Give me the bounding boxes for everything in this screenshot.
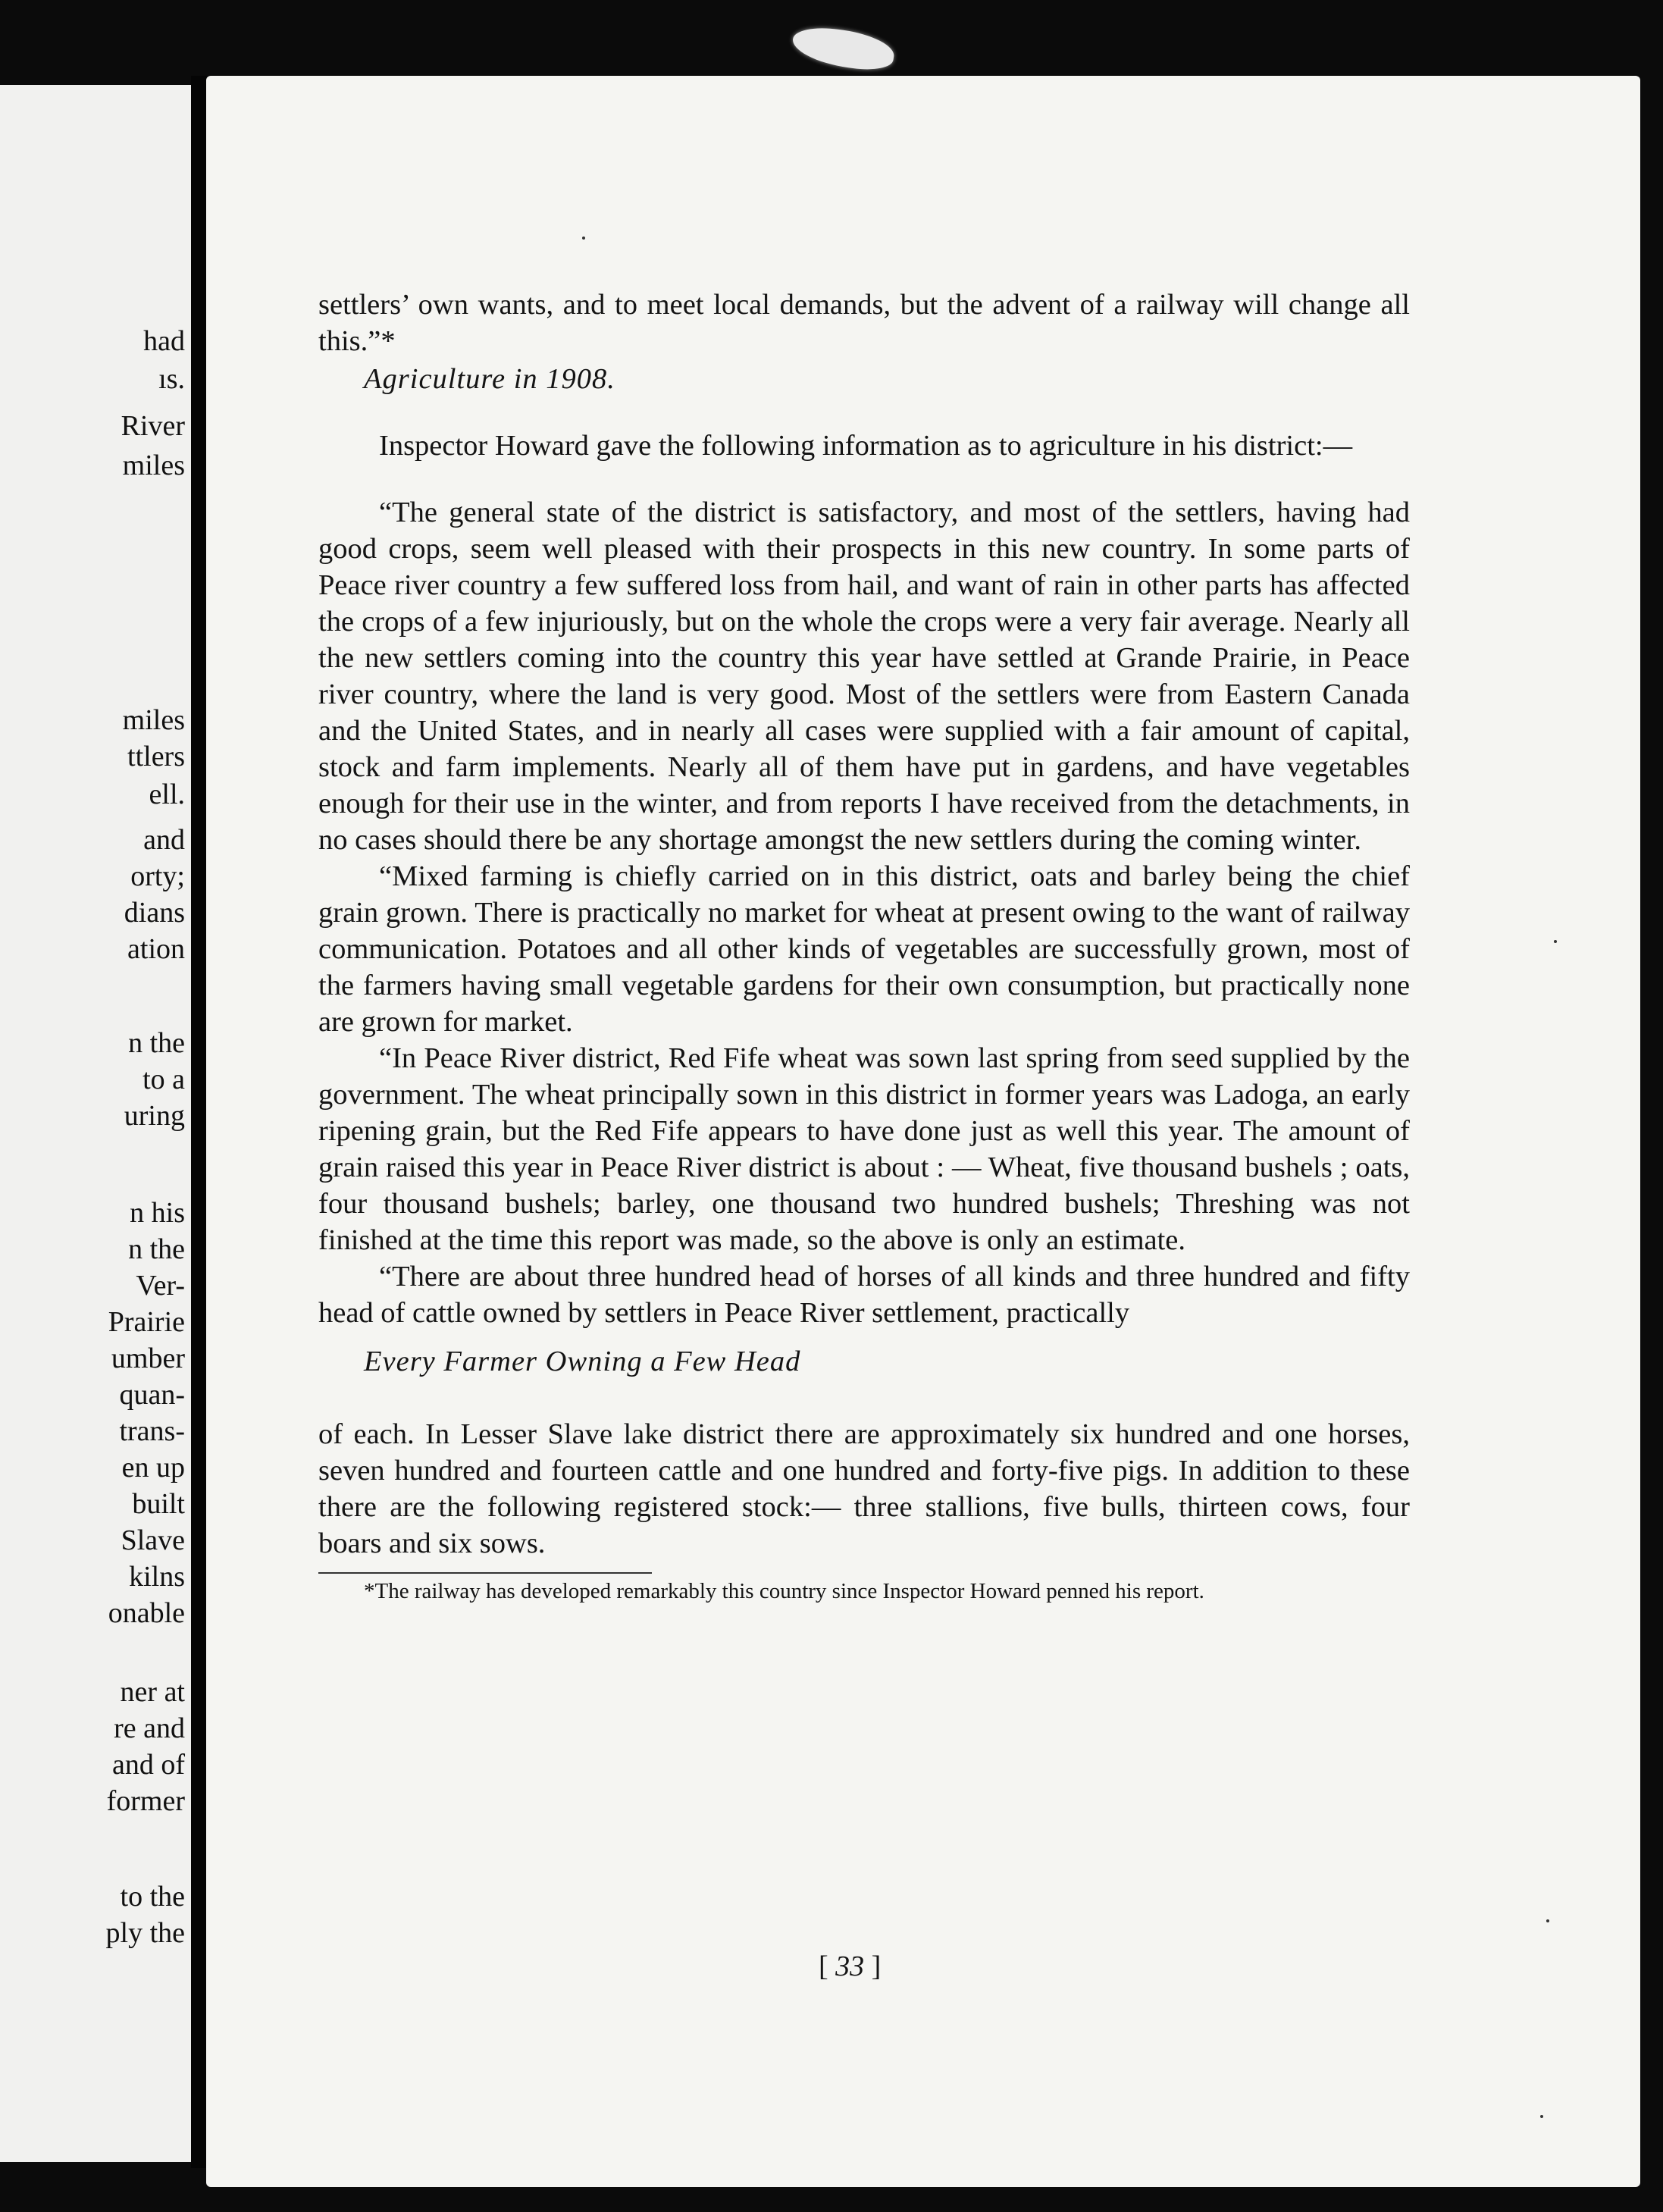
quote-paragraph: “Mixed farming is chiefly carried on in this district, oats and barley being the chief grain grown. There is practically no market for wheat at present owing to the want of railway communication. Potatoes and all other kinds of vegetables are successfully grown, most of the farmers having small vegetable gardens for their own consumption, but practically none are grown for market.	[318, 860, 1410, 1038]
left-page-line: kilns	[129, 1561, 185, 1593]
left-page-line: Slave	[121, 1524, 185, 1556]
left-page-line: n the	[128, 1027, 185, 1059]
opening-paragraph: settlers’ own wants, and to meet local demands, but the advent of a railway will change all this.”*	[318, 289, 1410, 357]
footnote-text: *The railway has developed remarkably this country since Inspector Howard penned his report.	[364, 1579, 1204, 1603]
left-page-line: former	[106, 1785, 185, 1817]
left-page-line: ttlers	[127, 741, 185, 772]
left-page-line: miles	[122, 450, 185, 481]
left-page-line: n the	[128, 1233, 185, 1265]
scan-speck	[582, 237, 585, 240]
left-page-line: n his	[130, 1197, 185, 1229]
left-page-line: orty;	[130, 860, 185, 892]
page-number-bracket-open: [	[819, 1950, 828, 1982]
scan-speck	[1546, 1919, 1549, 1922]
page-number-value: 33	[835, 1950, 865, 1982]
left-page-line: ner at	[120, 1676, 185, 1708]
left-page-line: ply the	[105, 1917, 185, 1949]
left-page-line: re and	[114, 1712, 185, 1744]
closing-paragraph: of each. In Lesser Slave lake district there are approximately six hundred and one horses, seven hundred and fourteen cattle and one hundred and forty-five pigs. In addition to these there are the following registered stock:— three stallions, five bulls, thirteen cows, four boars and six sows.	[318, 1418, 1410, 1559]
quote-paragraph: “In Peace River district, Red Fife wheat was sown last spring from seed supplied by the government. The wheat principally sown in this district in former years was Ladoga, an early ripening grain, but the Red Fife appears to have done just as well this year. The amount of grain raised this year in Peace River district is about : — Wheat, five thousand bushels ; oats, four thousand bushels; barley, one thousand two hundred bushels; Threshing was not finished at the time this report was made, so the above is only an estimate.	[318, 1042, 1410, 1256]
page-number	[819, 1950, 881, 1983]
left-page-line: and	[143, 824, 185, 856]
section-heading: Agriculture in 1908.	[364, 363, 615, 395]
left-page-line: to a	[142, 1064, 185, 1095]
left-page-line: River	[121, 410, 185, 442]
left-page-line: dians	[124, 897, 185, 929]
scan-smudge	[790, 23, 896, 74]
left-page-line: ation	[127, 933, 185, 965]
footnote	[318, 1578, 1410, 1604]
left-page-line: Ver-	[136, 1270, 185, 1302]
left-page-line: built	[132, 1488, 185, 1520]
left-page-line: umber	[111, 1343, 185, 1374]
left-page-line: uring	[124, 1100, 185, 1132]
left-page-line: onable	[108, 1597, 185, 1629]
quote-paragraph: “There are about three hundred head of horses of all kinds and three hundred and fifty head of cattle owned by settlers in Peace River settlement, practically	[318, 1261, 1410, 1329]
scan-speck	[1540, 2115, 1543, 2118]
footnote-rule	[318, 1572, 652, 1574]
left-page-line: ıs.	[158, 363, 185, 395]
left-page-line: en up	[121, 1452, 185, 1484]
intro-paragraph: Inspector Howard gave the following information as to agriculture in his district:—	[379, 430, 1353, 462]
left-page-line: to the	[120, 1881, 185, 1913]
section-heading: Every Farmer Owning a Few Head	[364, 1346, 801, 1377]
quote-paragraph: “The general state of the district is satisfactory, and most of the settlers, having had good crops, seem well pleased with their prospects in this new country. In some parts of Peace river country a few suffered loss from hail, and want of rain in other parts has affected the crops of a few injuriously, but on the whole the crops were a very fair average. Nearly all the new settlers coming into the country this year have settled at Grande Prairie, in Peace river country, where the land is very good. Most of the settlers were from Eastern Canada and the United States, and in nearly all cases were supplied with a fair amount of capital, stock and farm implements. Nearly all of them have put in gardens, and have vegetables enough for their use in the winter, and from reports I have received from the detachments, in no cases should there be any shortage amongst the new settlers during the coming winter.	[318, 497, 1410, 856]
page-text	[318, 287, 1410, 1604]
left-page-line: ell.	[149, 779, 185, 810]
left-page-line: trans-	[119, 1415, 185, 1447]
page-number-bracket-close: ]	[871, 1950, 882, 1982]
left-page-fragment	[0, 85, 191, 2162]
left-page-line: quan-	[119, 1379, 185, 1411]
left-page-line: had	[143, 325, 185, 357]
left-page-line: and of	[111, 1749, 185, 1781]
left-page-line: Prairie	[108, 1306, 185, 1338]
left-page-line: miles	[122, 704, 185, 736]
scan-speck	[1554, 940, 1557, 943]
